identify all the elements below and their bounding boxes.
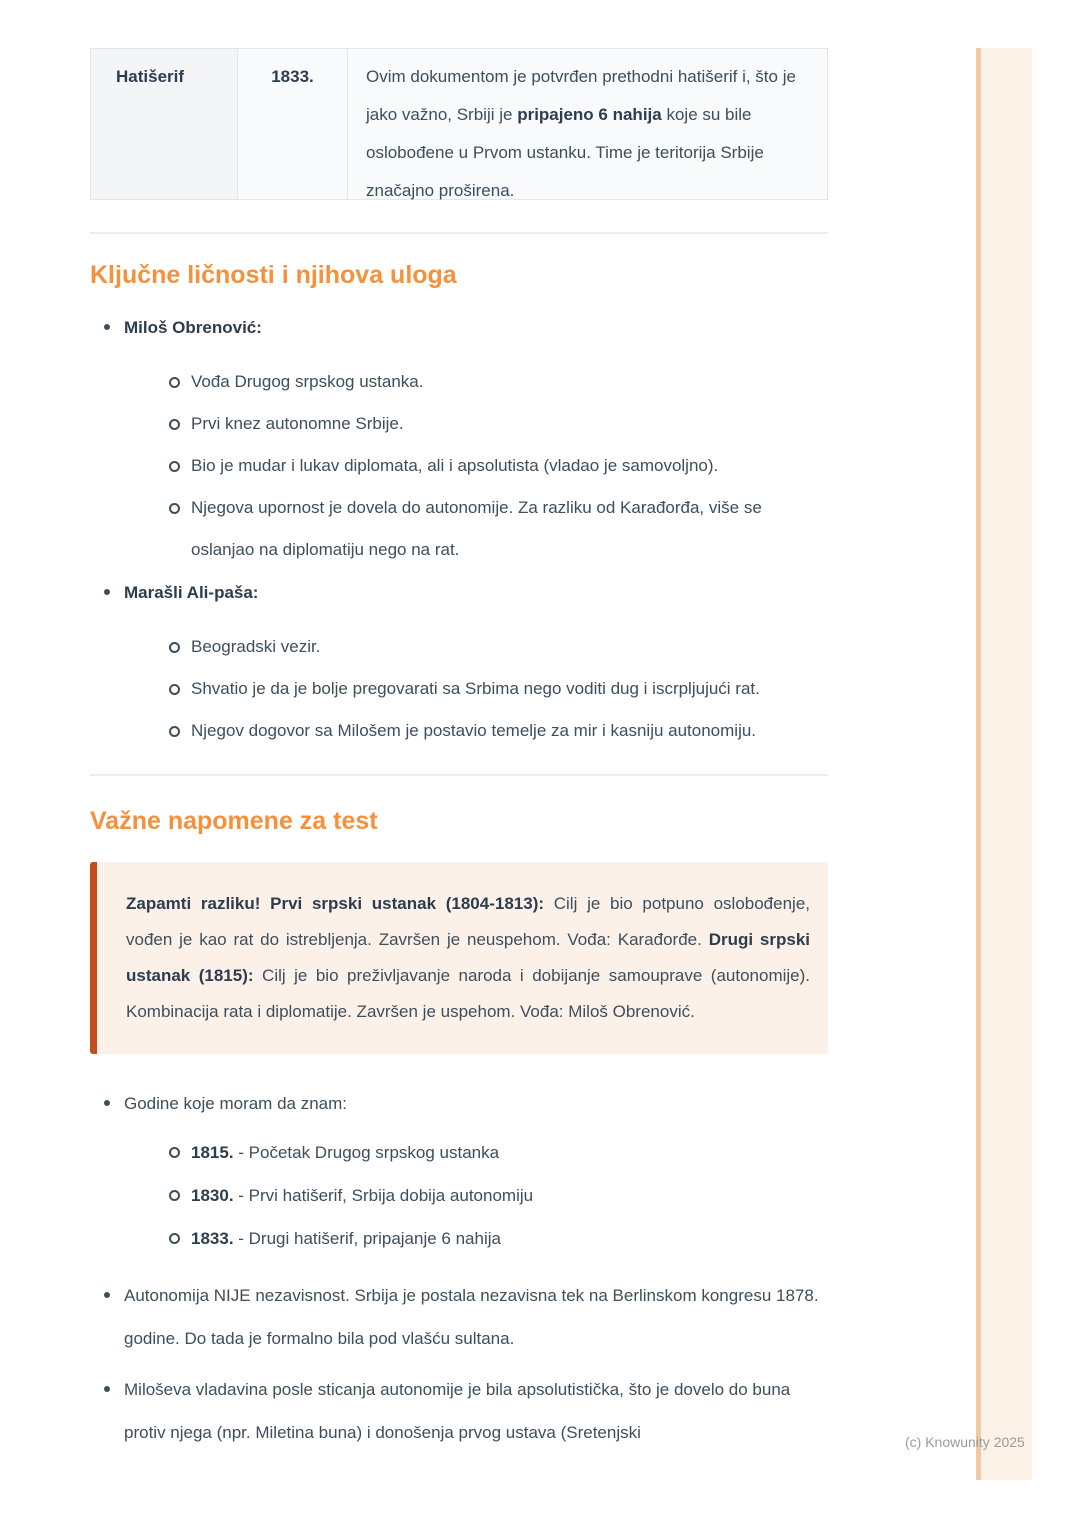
list-item bbox=[157, 1174, 828, 1217]
list-item bbox=[90, 1368, 828, 1454]
document-content bbox=[90, 48, 828, 1462]
year-description: - Drugi hatišerif, pripajanje 6 nahija bbox=[233, 1229, 501, 1248]
figure-details-list bbox=[124, 626, 828, 752]
detail-text: Njegov dogovor sa Milošem je postavio temelje za mir i kasniju autonomiju. bbox=[191, 721, 757, 740]
year-description: - Početak Drugog srpskog ustanka bbox=[233, 1143, 500, 1162]
list-item bbox=[90, 571, 828, 752]
side-stripe bbox=[976, 48, 1032, 1480]
bullet-circle-icon bbox=[169, 419, 180, 430]
bullet-circle-icon bbox=[169, 684, 180, 695]
callout-bold-text: Drugi srpski ustanak (1815): bbox=[126, 930, 810, 985]
detail-text: Prvi knez autonomne Srbije. bbox=[191, 414, 404, 433]
table-term: Hatišerif bbox=[116, 67, 185, 86]
list-item bbox=[157, 403, 828, 445]
section-divider bbox=[90, 232, 828, 234]
year-description: - Prvi hatišerif, Srbija dobija autonomiju bbox=[233, 1186, 534, 1205]
section-title-test-notes: Važne napomene za test bbox=[90, 807, 378, 835]
bullet-dot-icon bbox=[104, 324, 110, 330]
table-description-bold: pripajeno 6 nahija bbox=[517, 105, 662, 124]
bullet-circle-icon bbox=[169, 461, 180, 472]
years-sublist bbox=[124, 1131, 828, 1260]
notes-list bbox=[90, 1274, 828, 1454]
bullet-circle-icon bbox=[169, 642, 180, 653]
section-divider bbox=[90, 774, 828, 776]
bullet-circle-icon bbox=[169, 377, 180, 388]
table-term-cell bbox=[91, 49, 238, 199]
history-table-row bbox=[90, 48, 828, 200]
bullet-circle-icon bbox=[169, 1233, 180, 1244]
years-intro: Godine koje moram da znam: bbox=[124, 1094, 347, 1113]
detail-text: Vođa Drugog srpskog ustanka. bbox=[191, 372, 424, 391]
footer-credit: (c) Knowunity 2025 bbox=[905, 1434, 1025, 1450]
section-title-key-figures: Ključne ličnosti i njihova uloga bbox=[90, 261, 457, 289]
list-item bbox=[90, 1274, 828, 1360]
callout-bold-text: Zapamti razliku! Prvi srpski ustanak (1804-1813): bbox=[126, 894, 545, 913]
detail-text: Bio je mudar i lukav diplomata, ali i apsolutista (vladao je samovoljno). bbox=[191, 456, 719, 475]
figure-name: Marašli Ali-paša: bbox=[124, 583, 259, 602]
table-year: 1833. bbox=[271, 67, 314, 86]
list-item bbox=[90, 306, 828, 571]
note-text: Miloševa vladavina posle sticanja autonomije je bila apsolutistička, što je dovelo do buna protiv njega (npr. Miletina buna) i donošenja prvog ustava (Sretenjski bbox=[124, 1380, 791, 1442]
list-item bbox=[157, 626, 828, 668]
year-value: 1830. bbox=[191, 1186, 234, 1205]
bullet-dot-icon bbox=[104, 1100, 110, 1106]
note-text: Autonomija NIJE nezavisnost. Srbija je postala nezavisna tek na Berlinskom kongresu 1878. godine. Do tada je formalno bila pod vlašću sultana. bbox=[124, 1286, 819, 1348]
detail-text: Njegova upornost je dovela do autonomije. Za razliku od Karađorđa, više se oslanjao na diplomatiju nego na rat. bbox=[191, 498, 762, 559]
list-item bbox=[157, 710, 828, 752]
highlight-callout bbox=[90, 862, 828, 1054]
callout-text: Cilj je bio potpuno oslobođenje, vođen je kao rat do istrebljenja. Završen je neuspehom. Vođa: Karađorđe. bbox=[126, 894, 810, 949]
table-year-cell bbox=[238, 49, 348, 199]
list-item bbox=[157, 361, 828, 403]
table-description-cell bbox=[348, 49, 827, 199]
bullet-circle-icon bbox=[169, 726, 180, 737]
bullet-circle-icon bbox=[169, 503, 180, 514]
years-list bbox=[90, 1082, 828, 1260]
list-item bbox=[157, 1131, 828, 1174]
list-item bbox=[157, 1217, 828, 1260]
detail-text: Beogradski vezir. bbox=[191, 637, 321, 656]
table-description-text-end: koje su bile oslobođene u Prvom ustanku. Time je teritorija Srbije značajno proširena. bbox=[366, 105, 764, 200]
table-description-text: Ovim dokumentom je potvrđen prethodni hatišerif i, što je jako važno, Srbiji je bbox=[366, 67, 796, 124]
detail-text: Shvatio je da je bolje pregovarati sa Srbima nego voditi dug i iscrpljujući rat. bbox=[191, 679, 760, 698]
figure-name: Miloš Obrenović: bbox=[124, 318, 262, 337]
year-value: 1815. bbox=[191, 1143, 234, 1162]
bullet-dot-icon bbox=[104, 1386, 110, 1392]
bullet-dot-icon bbox=[104, 589, 110, 595]
list-item bbox=[157, 487, 828, 571]
bullet-circle-icon bbox=[169, 1190, 180, 1201]
bullet-dot-icon bbox=[104, 1292, 110, 1298]
list-item bbox=[157, 668, 828, 710]
figure-details-list bbox=[124, 361, 828, 571]
year-value: 1833. bbox=[191, 1229, 234, 1248]
key-figures-list bbox=[90, 306, 828, 752]
bullet-circle-icon bbox=[169, 1147, 180, 1158]
list-item bbox=[157, 445, 828, 487]
list-item bbox=[90, 1082, 828, 1260]
callout-text: Cilj je bio preživljavanje naroda i dobijanje samouprave (autonomije). Kombinacija rata i diplomatije. Završen je uspehom. Vođa: Miloš Obrenović. bbox=[126, 966, 810, 1021]
